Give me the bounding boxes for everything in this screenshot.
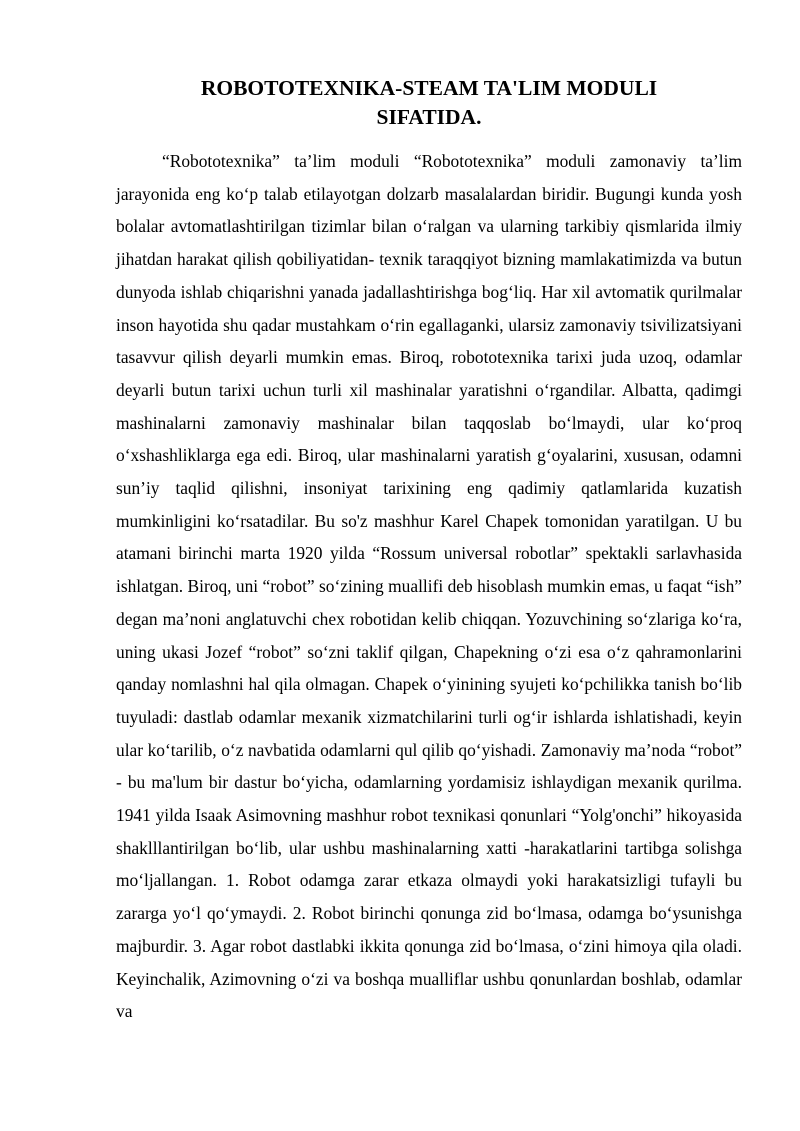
- document-title: [116, 74, 742, 132]
- document-title-line-1: ROBOTOTEXNIKA-STEAM TA'LIM MODULI: [200, 76, 658, 100]
- document-title-line-2: SIFATIDA.: [376, 105, 482, 129]
- body-paragraph: “Robototexnika” ta’lim moduli “Robototexnika” moduli zamonaviy ta’lim jarayonida eng koʻp talab etilayotgan dolzarb masalalardan biridir. Bugungi kunda yosh bolalar avtomatlashtirilgan tizimlar bilan oʻralgan va ularning tarkibiy qismlarida ilmiy jihatdan harakat qilish qobiliyatidan- texnik taraqqiyot bizning mamlakatimizda va butun dunyoda ishlab chiqarishni yanada jadallashtirishga bogʻliq. Har xil avtomatik qurilmalar inson hayotida shu qadar mustahkam oʻrin egallaganki, ularsiz zamonaviy tsivilizatsiyani tasavvur qilish deyarli mumkin emas. Biroq, robototexnika tarixi juda uzoq, odamlar deyarli butun tarixi uchun turli xil mashinalar yaratishni oʻrgandilar. Albatta, qadimgi mashinalarni zamonaviy mashinalar bilan taqqoslab boʻlmaydi, ular koʻproq oʻxshashliklarga ega edi. Biroq, ular mashinalarni yaratish gʻoyalarini, xususan, odamni sun’iy taqlid qilishni, insoniyat tarixining eng qadimiy qatlamlarida kuzatish mumkinligini koʻrsatadilar. Bu so'z mashhur Karel Chapek tomonidan yaratilgan. U bu atamani birinchi marta 1920 yilda “Rossum universal robotlar” spektakli sarlavhasida ishlatgan. Biroq, uni “robot” soʻzining muallifi deb hisoblash mumkin emas, u faqat “ish” degan ma’noni anglatuvchi chex robotidan kelib chiqqan. Yozuvchining soʻzlariga koʻra, uning ukasi Jozef “robot” soʻzni taklif qilgan, Chapekning oʻzi esa oʻz qahramonlarini qanday nomlashni hal qila olmagan. Chapek oʻyinining syujeti koʻpchilikka tanish boʻlib tuyuladi: dastlab odamlar mexanik xizmatchilarini turli ogʻir ishlarda ishlatishadi, keyin ular koʻtarilib, oʻz navbatida odamlarni qul qilib qoʻyishadi. Zamonaviy ma’noda “robot” - bu ma'lum bir dastur boʻyicha, odamlarning yordamisiz ishlaydigan mexanik qurilma. 1941 yilda Isaak Asimovning mashhur robot texnikasi qonunlari “Yolg'onchi” hikoyasida shaklllantirilgan boʻlib, ular ushbu mashinalarning xatti -harakatlarini tartibga solishga moʻljallangan. 1. Robot odamga zarar etkaza olmaydi yoki harakatsizligi tufayli bu zararga yoʻl qoʻymaydi. 2. Robot birinchi qonunga zid boʻlmasa, odamga boʻysunishga majburdir. 3. Agar robot dastlabki ikkita qonunga zid boʻlmasa, oʻzini himoya qila oladi. Keyinchalik, Azimovning oʻzi va boshqa mualliflar ushbu qonunlardan boshlab, odamlar va: [116, 151, 742, 1022]
